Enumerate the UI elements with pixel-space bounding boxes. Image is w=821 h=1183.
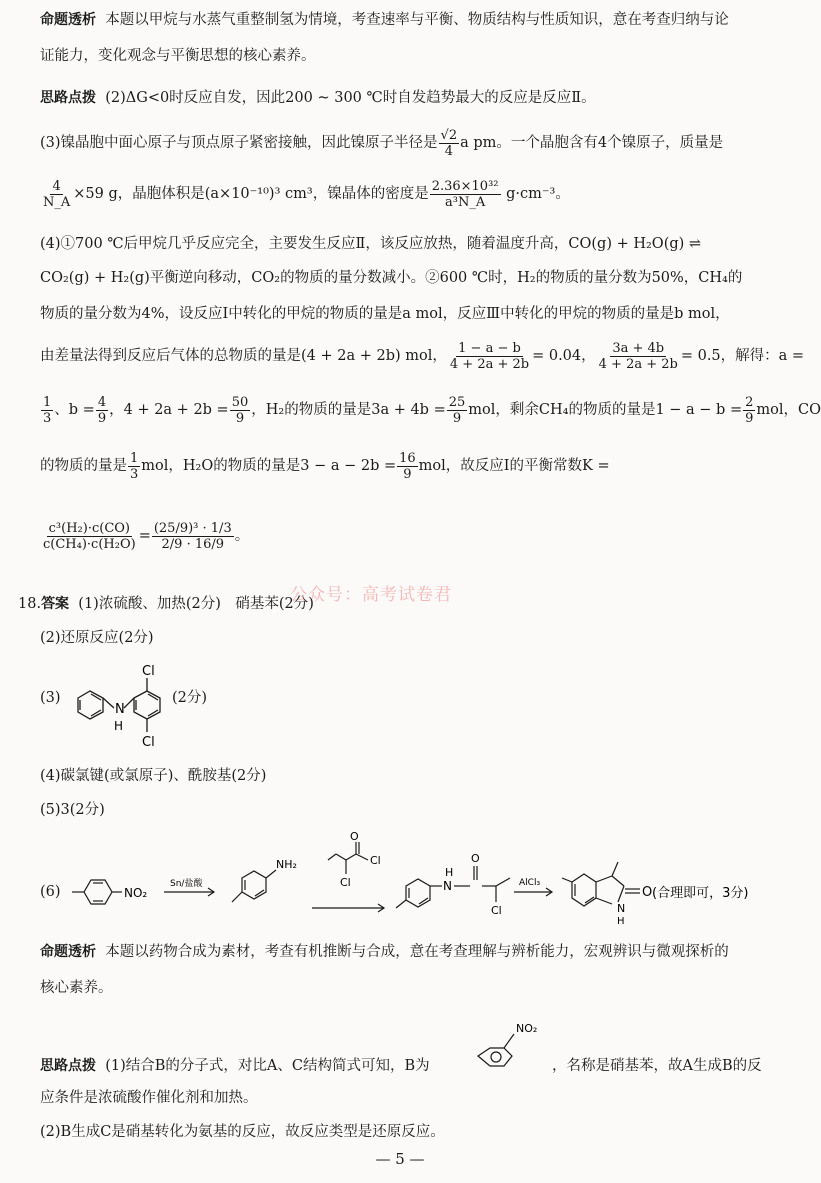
equilibrium-constant-expression: $\frac{\text{c³(H₂)·c(CO)}}{\text{c(CH₄)·c(H₂O)}}$ = $\frac{\text{(25/9)³ · 1/3}}{2/9 \cdot 16/9}$ 。: [43, 520, 250, 552]
p17-intent-line2: 证能力，变化观念与平衡思想的核心素养。: [40, 48, 316, 64]
density-fraction: $\frac{\text{2.36×10³²}}{\text{a³N\_A}}$: [431, 178, 499, 210]
radius-fraction: $\frac{√2}{4}$: [440, 127, 458, 159]
p17-hint-line: 思路点拨 (2)ΔG<0时反应自发，因此200 ~ 300 ℃时自发趋势最大的反应是反应Ⅱ。: [40, 90, 596, 106]
mass-fraction: $\frac{4}{N\_A}$: [43, 178, 71, 210]
sn-hcl-reagent: Sn/盐酸: [170, 879, 203, 889]
p17-part3-line2: $\frac{4}{N\_A}$ ×59 g，晶胞体积是(a×10⁻¹⁰)³ cm³，镍晶体的密度是 $\frac{\text{2.36×10³²}}{\text{a³N\_A}}$ g·cm⁻³。: [43, 178, 570, 210]
answer-6-note: (合理即可，3分): [652, 886, 749, 901]
p18-hint-label: 思路点拨: [40, 1058, 96, 1074]
p18-answer-line1: 18.答案 (1)浓硫酸、加热(2分) 硝基苯(2分): [18, 596, 314, 612]
nh2-label: NH₂: [276, 858, 297, 871]
p17-part4-line2: CO₂(g) + H₂(g)平衡逆向移动，CO₂的物质的量分数减小。②600 ℃时，H₂的物质的量分数为50%，CH₄的: [40, 270, 743, 286]
alcl3-reagent: AlCl₃: [519, 878, 541, 888]
nitrobenzene-structure: [466, 1016, 550, 1078]
ring-nh-label: H: [617, 916, 625, 927]
h2-fraction: $\frac{3a + 4b}{4 + 2a + 2b}$: [598, 340, 678, 372]
page-number: — 5 —: [375, 1150, 425, 1168]
p18-answer-4: (4)碳氯键(或氯原子)、酰胺基(2分): [40, 768, 267, 784]
amide-h-label: H: [445, 866, 454, 879]
p18-answer-2: (2)还原反应(2分): [40, 630, 154, 646]
p17-part4-line5: $\frac{1}{3}$ 、b = $\frac{4}{9}$ ，4 + 2a + 2b = $\frac{50}{9}$ ，H₂的物质的量是3a + 4b = $\frac{25}{9}$ mol，剩余CH₄的物质的量是1 − a − b = $\frac{2}{9}$ mol，CO: [43, 394, 821, 426]
p17-intent-label: 命题透析: [40, 12, 96, 28]
p18-answer-3-score: (2分): [172, 690, 208, 706]
watermark: 公众号：高考试卷君: [290, 585, 452, 605]
no2-label: NO₂: [124, 886, 148, 900]
ketone-o-label: O: [642, 885, 653, 900]
reagent-o-label: O: [350, 830, 359, 843]
p18-hint-line1: 思路点拨 (1)结合B的分子式，对比A、C结构简式可知，B为: [40, 1058, 430, 1074]
p18-hint-line3: (2)B生成C是硝基转化为氨基的反应，故反应类型是还原反应。: [40, 1124, 445, 1140]
p17-part4-line4: 由差量法得到反应后气体的总物质的量是(4 + 2a + 2b) mol， $\frac{1 - a - b}{4 + 2a + 2b}$ = 0.04， $\frac{3a + 4b}{4 + 2a + 2b}$ = 0.5，解得：a =: [40, 340, 805, 372]
p18-hint-line1-tail: ，名称是硝基苯，故A生成B的反: [552, 1058, 762, 1074]
h-label: H: [114, 719, 124, 733]
amide-o-label: O: [471, 852, 480, 865]
ring-n-label: N: [617, 902, 626, 915]
p17-part4-line6: 的物质的量是 $\frac{1}{3}$ mol，H₂O的物质的量是3 − a − 2b = $\frac{16}{9}$ mol，故反应Ⅰ的平衡常数K =: [40, 450, 610, 482]
n-label: N: [115, 702, 125, 717]
p17-part3-line1: (3)镍晶胞中面心原子与顶点原子紧密接触，因此镍原子半径是 $\frac{√2}{4}$ a pm。一个晶胞含有4个镍原子，质量是: [40, 127, 724, 159]
cl-top-label: Cl: [142, 664, 155, 679]
p17-part4-line3: 物质的量分数为4%，设反应Ⅰ中转化的甲烷的物质的量是a mol，反应Ⅲ中转化的甲烷的物质的量是b mol，: [40, 306, 730, 322]
p18-answer-6-prefix: (6): [40, 884, 61, 900]
synthesis-route-diagram: [66, 830, 800, 936]
p17-intent-line1: 命题透析 本题以甲烷与水蒸气重整制氢为情境，考查速率与平衡、物质结构与性质知识，意在考查归纳与论: [40, 12, 729, 28]
p18-intent-line1: 命题透析 本题以药物合成为素材，考查有机推断与合成，意在考查理解与辨析能力，宏观辨识与微观探析的: [40, 944, 729, 960]
p17-part4-line1: (4)①700 ℃后甲烷几乎反应完全，主要发生反应Ⅱ，该反应放热，随着温度升高，CO(g) + H₂O(g) ⇌: [40, 236, 702, 252]
cl-bottom-label: Cl: [142, 735, 155, 750]
p17-hint-label: 思路点拨: [40, 90, 96, 106]
reagent-cl-label: Cl: [370, 854, 381, 867]
p18-answer-label: 答案: [41, 596, 70, 612]
ch4-fraction: $\frac{1 - a - b}{4 + 2a + 2b}$: [449, 340, 530, 372]
p18-answer-5: (5)3(2分): [40, 802, 105, 818]
amide-cl-label: Cl: [491, 904, 502, 917]
p18-intent-label: 命题透析: [40, 944, 96, 960]
p18-answer-3-prefix: (3): [40, 690, 61, 706]
amide-n-label: N: [443, 879, 452, 893]
p18-hint-line2: 应条件是浓硫酸作催化剂和加热。: [40, 1090, 258, 1106]
p18-intent-line2: 核心素养。: [40, 980, 113, 996]
reagent-cl2-label: Cl: [340, 876, 351, 889]
nitro-group-label: NO₂: [516, 1022, 538, 1035]
